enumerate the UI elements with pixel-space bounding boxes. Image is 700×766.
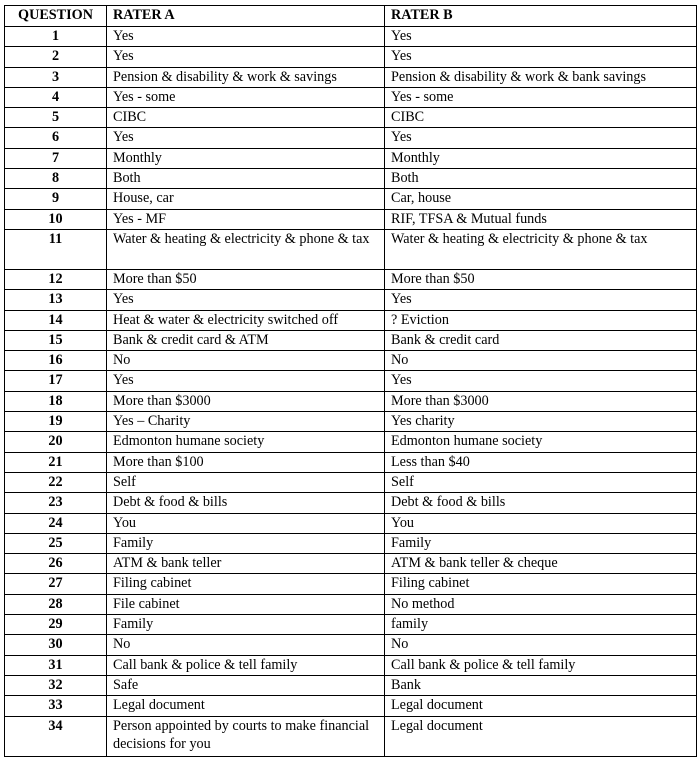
rater-b-cell: Legal document [385,696,697,716]
rater-a-cell: Yes [107,371,385,391]
rater-b-cell: Yes [385,371,697,391]
rater-a-cell: Yes [107,290,385,310]
rater-b-cell: Yes [385,47,697,67]
rater-a-cell: No [107,635,385,655]
question-cell: 2 [5,47,107,67]
question-cell: 8 [5,169,107,189]
rater-b-cell: No [385,351,697,371]
table-row [5,128,697,148]
question-cell: 15 [5,330,107,350]
question-cell: 3 [5,67,107,87]
table-row [5,189,697,209]
table-row [5,27,697,47]
rater-b-cell: Call bank & police & tell family [385,655,697,675]
rater-a-cell: Family [107,533,385,553]
rater-b-cell: No [385,635,697,655]
question-cell: 6 [5,128,107,148]
question-cell: 29 [5,615,107,635]
rater-a-cell: Yes [107,27,385,47]
rater-a-cell: Edmonton humane society [107,432,385,452]
table-row [5,452,697,472]
table-row [5,169,697,189]
rater-b-cell: Car, house [385,189,697,209]
rater-b-cell: Family [385,533,697,553]
table-row [5,472,697,492]
rater-a-cell: Monthly [107,148,385,168]
table-row [5,655,697,675]
rater-b-cell: Water & heating & electricity & phone & tax [385,229,697,269]
question-cell: 12 [5,269,107,289]
header-row [5,6,697,27]
rater-a-cell: Yes – Charity [107,412,385,432]
rater-b-cell: family [385,615,697,635]
table-row [5,615,697,635]
rater-b-cell: Debt & food & bills [385,493,697,513]
rater-b-cell: Yes [385,290,697,310]
table-row [5,209,697,229]
header-rater-b: RATER B [385,6,697,27]
question-cell: 14 [5,310,107,330]
table-row [5,229,697,269]
table-row [5,675,697,695]
rater-b-cell: Legal document [385,716,697,756]
question-cell: 22 [5,472,107,492]
table-row [5,67,697,87]
question-cell: 33 [5,696,107,716]
table-row [5,391,697,411]
rater-b-cell: Pension & disability & work & bank savings [385,67,697,87]
rater-b-cell: Yes [385,128,697,148]
rater-a-cell: Debt & food & bills [107,493,385,513]
question-cell: 30 [5,635,107,655]
question-cell: 27 [5,574,107,594]
rater-a-cell: Both [107,169,385,189]
rater-b-cell: Self [385,472,697,492]
question-cell: 9 [5,189,107,209]
rater-b-cell: Filing cabinet [385,574,697,594]
table-row [5,716,697,756]
rater-a-cell: Yes - some [107,87,385,107]
question-cell: 7 [5,148,107,168]
rater-a-cell: Pension & disability & work & savings [107,67,385,87]
table-row [5,290,697,310]
rater-a-cell: More than $50 [107,269,385,289]
table-row [5,635,697,655]
rater-a-cell: Bank & credit card & ATM [107,330,385,350]
question-cell: 11 [5,229,107,269]
rater-a-cell: More than $3000 [107,391,385,411]
rater-a-cell: More than $100 [107,452,385,472]
question-cell: 21 [5,452,107,472]
rater-a-cell: Filing cabinet [107,574,385,594]
table-row [5,696,697,716]
question-cell: 20 [5,432,107,452]
rater-a-cell: Yes - MF [107,209,385,229]
table-row [5,513,697,533]
rater-b-cell: CIBC [385,108,697,128]
question-cell: 13 [5,290,107,310]
rater-b-cell: Yes - some [385,87,697,107]
rater-a-cell: ATM & bank teller [107,554,385,574]
rater-a-cell: Heat & water & electricity switched off [107,310,385,330]
rater-b-cell: Both [385,169,697,189]
table-body [5,27,697,757]
rater-a-cell: Legal document [107,696,385,716]
question-cell: 28 [5,594,107,614]
rater-b-cell: More than $50 [385,269,697,289]
table-row [5,108,697,128]
table-row [5,47,697,67]
question-cell: 34 [5,716,107,756]
table-row [5,310,697,330]
table-row [5,371,697,391]
rater-a-cell: Yes [107,47,385,67]
rater-b-cell: Edmonton humane society [385,432,697,452]
rater-b-cell: Yes [385,27,697,47]
question-cell: 10 [5,209,107,229]
rater-a-cell: CIBC [107,108,385,128]
rater-a-cell: Family [107,615,385,635]
table-row [5,554,697,574]
rater-a-cell: Safe [107,675,385,695]
rater-b-cell: Bank [385,675,697,695]
question-cell: 17 [5,371,107,391]
question-cell: 26 [5,554,107,574]
table-row [5,87,697,107]
question-cell: 18 [5,391,107,411]
table-row [5,330,697,350]
header-rater-a: RATER A [107,6,385,27]
rater-a-cell: Water & heating & electricity & phone & tax [107,229,385,269]
question-cell: 25 [5,533,107,553]
rater-a-cell: File cabinet [107,594,385,614]
rater-a-cell: Person appointed by courts to make financial decisions for you [107,716,385,756]
question-cell: 1 [5,27,107,47]
rater-b-cell: More than $3000 [385,391,697,411]
header-question: QUESTION [5,6,107,27]
question-cell: 24 [5,513,107,533]
rater-comparison-table [4,5,697,757]
table-row [5,493,697,513]
table-row [5,269,697,289]
table-row [5,574,697,594]
rater-a-cell: Call bank & police & tell family [107,655,385,675]
table-row [5,351,697,371]
rater-b-cell: ? Eviction [385,310,697,330]
table-row [5,594,697,614]
question-cell: 5 [5,108,107,128]
rater-a-cell: No [107,351,385,371]
question-cell: 23 [5,493,107,513]
question-cell: 4 [5,87,107,107]
rater-b-cell: Less than $40 [385,452,697,472]
question-cell: 31 [5,655,107,675]
rater-a-cell: You [107,513,385,533]
rater-b-cell: No method [385,594,697,614]
table-row [5,148,697,168]
rater-b-cell: Yes charity [385,412,697,432]
rater-a-cell: Self [107,472,385,492]
rater-b-cell: Monthly [385,148,697,168]
rater-b-cell: RIF, TFSA & Mutual funds [385,209,697,229]
rater-b-cell: ATM & bank teller & cheque [385,554,697,574]
rater-b-cell: You [385,513,697,533]
rater-a-cell: Yes [107,128,385,148]
table-row [5,533,697,553]
question-cell: 16 [5,351,107,371]
question-cell: 32 [5,675,107,695]
rater-b-cell: Bank & credit card [385,330,697,350]
question-cell: 19 [5,412,107,432]
rater-a-cell: House, car [107,189,385,209]
table-row [5,412,697,432]
table-row [5,432,697,452]
